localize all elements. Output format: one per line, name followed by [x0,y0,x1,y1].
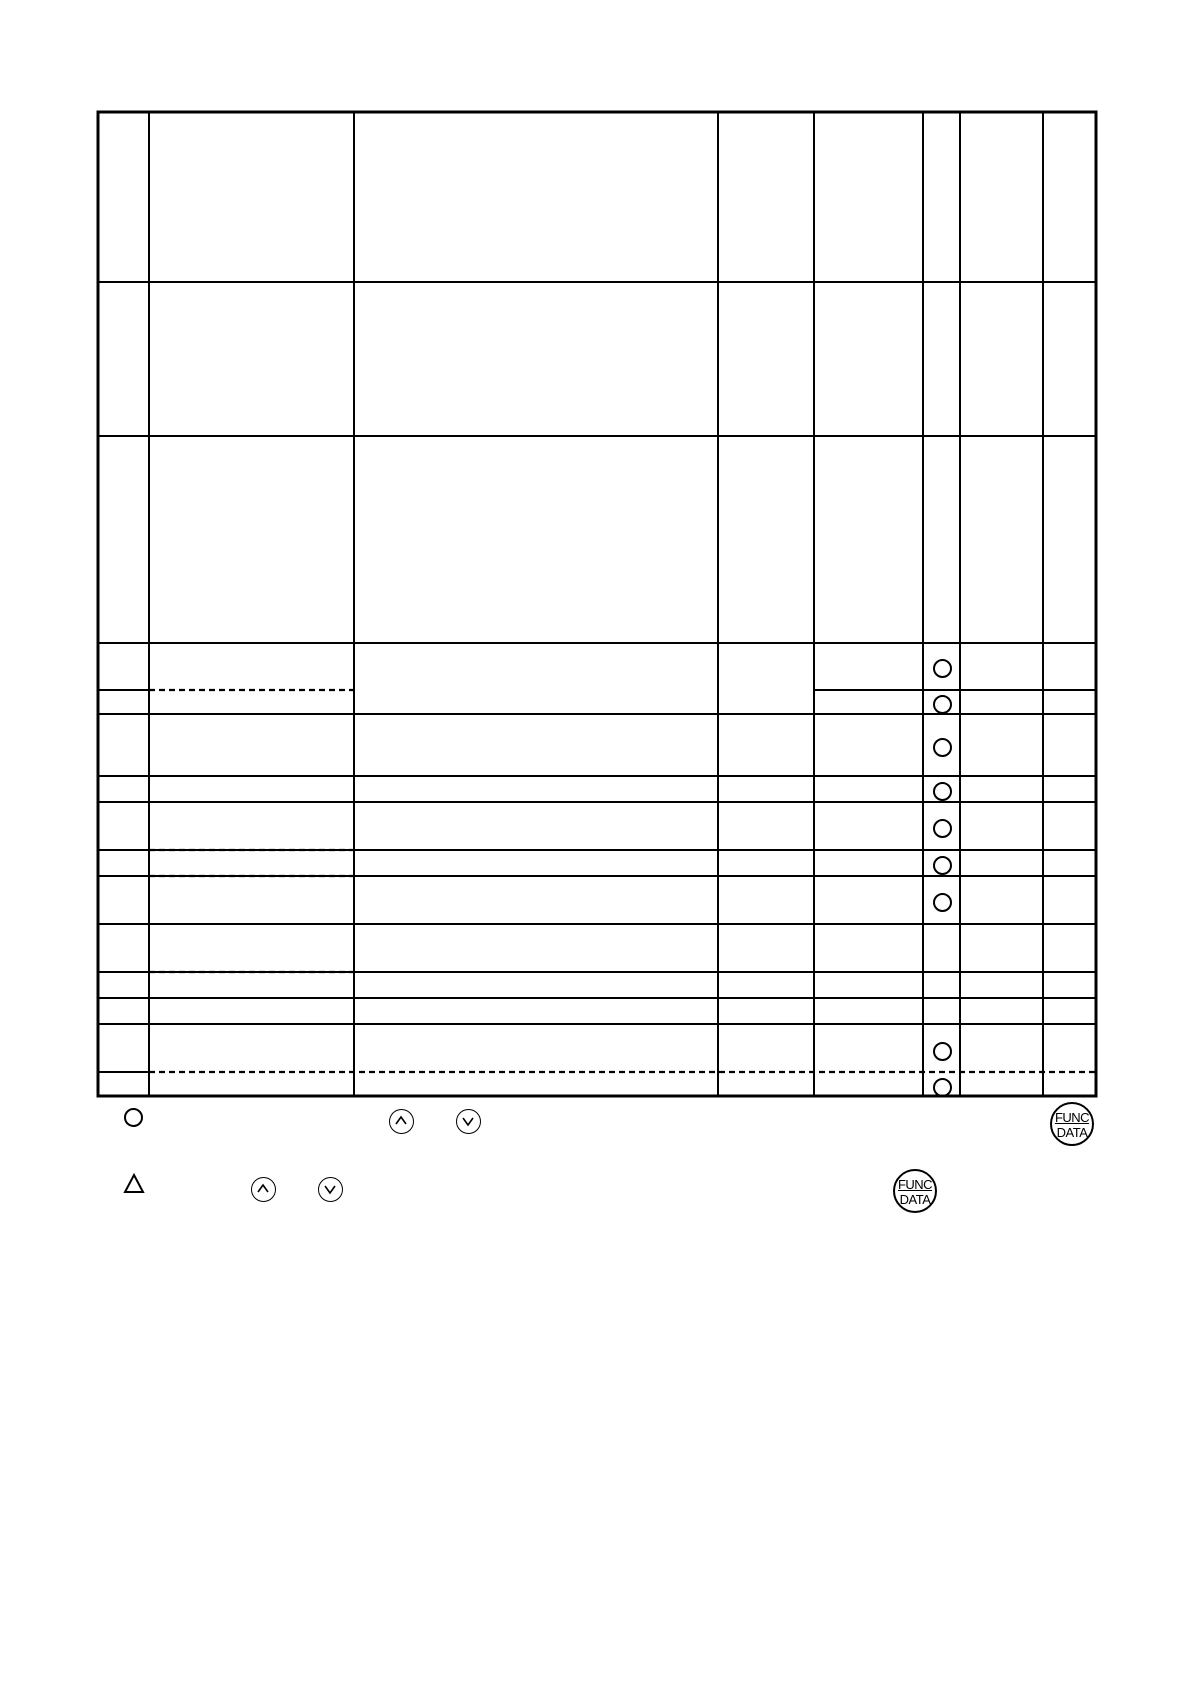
row-marker-icon [933,856,952,875]
column-dividers [149,112,1043,1096]
circle-marker-icon [124,1108,143,1127]
func-key-bottom-label: DATA [899,1192,931,1207]
row-marker-icon [933,782,952,801]
up-arrow-key-icon [251,1177,276,1202]
row-marker-icon [933,659,952,678]
row-marker-icon [933,819,952,838]
func-data-key-icon [893,1169,937,1213]
dashed-dividers [149,690,1096,1072]
func-key-bottom-label: DATA [1056,1125,1088,1140]
row-marker-icon [933,1078,952,1097]
func-data-key-icon [1050,1102,1094,1146]
up-arrow-key-icon [389,1109,414,1134]
row-marker-icon [933,893,952,912]
row-marker-icon [933,1042,952,1061]
table-border [98,112,1096,1096]
down-arrow-key-icon [318,1177,343,1202]
func-key-top-label: FUNC [1054,1110,1090,1125]
row-dividers [98,282,1096,1024]
func-key-top-label: FUNC [897,1177,933,1192]
down-arrow-key-icon [456,1109,481,1134]
triangle-marker-icon [123,1173,145,1195]
row-marker-icon [933,695,952,714]
row-marker-icon [933,738,952,757]
